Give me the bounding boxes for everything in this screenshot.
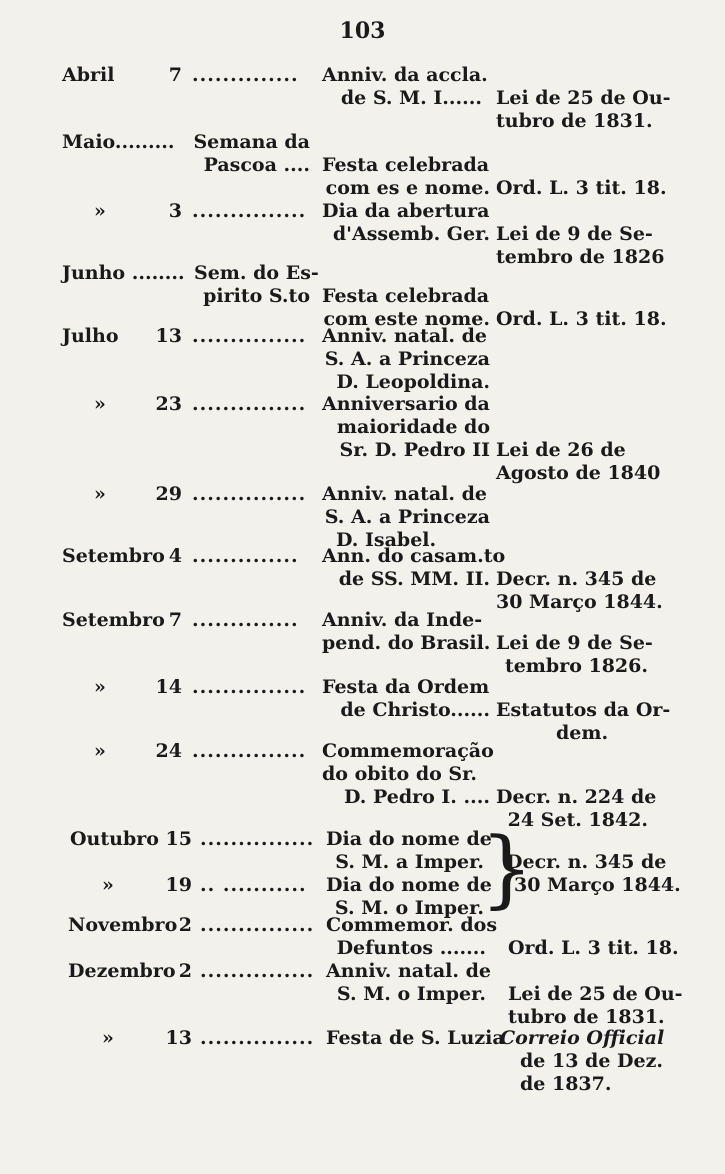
month-cell: Maio......... [62,131,175,153]
month-cell: » [94,200,106,222]
law-line: tubro de 1831. [508,1006,665,1028]
leader-dots: ............... [192,676,307,698]
occasion-line: com es e nome. [325,177,490,199]
law-line: de 1837. [520,1073,612,1095]
law-line: Decr. n. 345 de [506,851,667,873]
law-cell [496,308,692,331]
month-cell: » [94,393,106,415]
occasion-line: Festa celebrada [322,285,490,307]
day-cell: 23 [155,393,182,415]
occasion-line: D. Pedro I. .... [343,786,490,808]
day-line: Pascoa .... [203,154,310,176]
leader-dots: ............... [200,914,315,936]
occasion-cell [322,483,490,552]
day-cell [180,131,310,177]
occasion-line: de SS. MM. II. [338,568,490,590]
occasion-cell [322,154,490,200]
day-cell: 3 [168,200,182,222]
occasion-line: Anniv. natal. de [326,960,491,982]
occasion-line: D. Leopoldina. [336,371,490,393]
day-cell: 29 [155,483,182,505]
law-cell-shared [506,851,702,897]
day-cell: 2 [178,914,192,936]
law-line: 30 Março 1844. [514,874,681,896]
occasion-line: Festa celebrada [322,154,490,176]
law-cell [496,223,692,269]
occasion-line: S. M. o Imper. [336,983,486,1005]
law-line: Decr. n. 224 de [496,786,657,808]
day-cell: 2 [178,960,192,982]
month-cell: » [94,740,106,762]
month-cell: » [94,483,106,505]
occasion-line: Dia da abertura [322,200,490,222]
month-cell: » [94,676,106,698]
law-line: Ord. L. 3 tit. 18. [508,937,679,959]
occasion-line: Commemor. dos [326,914,498,936]
occasion-line: Dia do nome de [326,874,492,896]
law-line: Correio Official [500,1027,665,1049]
occasion-line: Ann. do casam.to [322,545,506,567]
day-line: Sem. do Es- [194,262,319,284]
leader-dots: .............. [192,609,299,631]
day-line: pirito S.to [203,285,310,307]
occasion-line: maioridade do [336,416,490,438]
occasion-line: do obito do Sr. [322,763,477,785]
occasion-line: S. A. a Princeza [324,506,490,528]
law-cell [496,177,692,200]
day-cell: 24 [155,740,182,762]
month-cell: Novembro [68,914,178,936]
law-line: Lei de 9 de Se- [496,632,653,654]
occasion-cell [322,325,490,394]
day-cell: 7 [168,64,182,86]
day-line: Semana da [193,131,310,153]
leader-dots: ............... [200,1027,315,1049]
law-cell [496,439,692,485]
day-cell [194,262,319,308]
law-line: tembro de 1826 [496,246,665,268]
occasion-cell [326,1027,505,1050]
occasion-cell [326,960,491,1006]
day-cell: 4 [168,545,182,567]
law-cell [496,87,692,133]
law-cell [496,568,692,614]
law-line: 24 Set. 1842. [507,809,648,831]
leader-dots: .............. [192,545,299,567]
month-cell: » [102,1027,114,1049]
law-line: tubro de 1831. [496,110,653,132]
occasion-cell [322,393,490,462]
page-number: 103 [339,18,386,44]
day-cell: 15 [165,828,192,850]
law-line: Ord. L. 3 tit. 18. [496,177,667,199]
law-cell [500,1027,696,1096]
occasion-cell [326,914,498,960]
leader-dots: ............... [192,393,307,415]
leader-dots: ............... [192,740,307,762]
law-line: Lei de 9 de Se- [496,223,653,245]
occasion-line: D. Isabel. [336,529,437,551]
law-line: Lei de 25 de Ou- [508,983,683,1005]
law-line: Ord. L. 3 tit. 18. [496,308,667,330]
law-line: Lei de 26 de [496,439,626,461]
occasion-line: Anniv. da Inde- [322,609,483,631]
day-cell: 13 [165,1027,192,1049]
occasion-line: de S. M. I...... [340,87,482,109]
leader-dots: ............... [200,828,315,850]
occasion-line: d'Assemb. Ger. [332,223,490,245]
month-cell: Setembro [62,545,165,567]
law-line: de 13 de Dez. [520,1050,664,1072]
occasion-line: Festa da Ordem [322,676,490,698]
occasion-cell [322,740,494,809]
occasion-line: S. M. a Imper. [335,851,484,873]
law-line: Decr. n. 345 de [496,568,657,590]
law-line: Lei de 25 de Ou- [496,87,671,109]
occasion-line: Commemoração [322,740,494,762]
occasion-cell [322,676,490,722]
month-cell: Setembro [62,609,165,631]
occasion-cell [322,200,490,246]
day-cell: 14 [155,676,182,698]
brace-icon: } [480,819,534,917]
law-line: Estatutos da Or- [496,699,671,721]
occasion-line: de Christo...... [340,699,490,721]
month-cell: Dezembro [68,960,176,982]
law-cell [508,937,704,960]
occasion-cell [322,545,506,591]
law-line: dem. [556,722,609,744]
occasion-line: Defuntos ....... [336,937,486,959]
law-cell [496,699,692,745]
law-cell [508,983,704,1029]
leader-dots: ............... [192,325,307,347]
month-cell: » [102,874,114,896]
occasion-line: pend. do Brasil. [322,632,491,654]
leader-dots: ............... [192,483,307,505]
leader-dots: ............... [192,200,307,222]
month-cell: Junho ........ [62,262,185,284]
occasion-line: Anniv. natal. de [322,483,487,505]
law-cell [496,632,692,678]
occasion-cell [326,828,492,874]
occasion-line: Anniv. natal. de [322,325,487,347]
leader-dots: .. ........... [200,874,307,896]
occasion-line: Sr. D. Pedro II [339,439,490,461]
occasion-line: S. M. o Imper. [334,897,484,919]
occasion-line: S. A. a Princeza [324,348,490,370]
occasion-line: Anniv. da accla. [322,64,488,86]
day-cell: 13 [155,325,182,347]
day-cell: 7 [168,609,182,631]
leader-dots: .............. [192,64,299,86]
leader-dots: ............... [200,960,315,982]
day-cell: 19 [165,874,192,896]
month-cell: Outubro [70,828,159,850]
occasion-line: com este nome. [323,308,490,330]
occasion-cell [322,64,490,110]
occasion-line: Dia do nome de [326,828,492,850]
month-cell: Abril [62,64,115,86]
occasion-line: Festa de S. Luzia [326,1027,505,1049]
month-cell: Julho [62,325,119,347]
occasion-cell [322,609,490,655]
law-line: tembro 1826. [504,655,648,677]
law-line: 30 Março 1844. [496,591,663,613]
occasion-line: Anniversario da [322,393,490,415]
law-line: Agosto de 1840 [496,462,661,484]
